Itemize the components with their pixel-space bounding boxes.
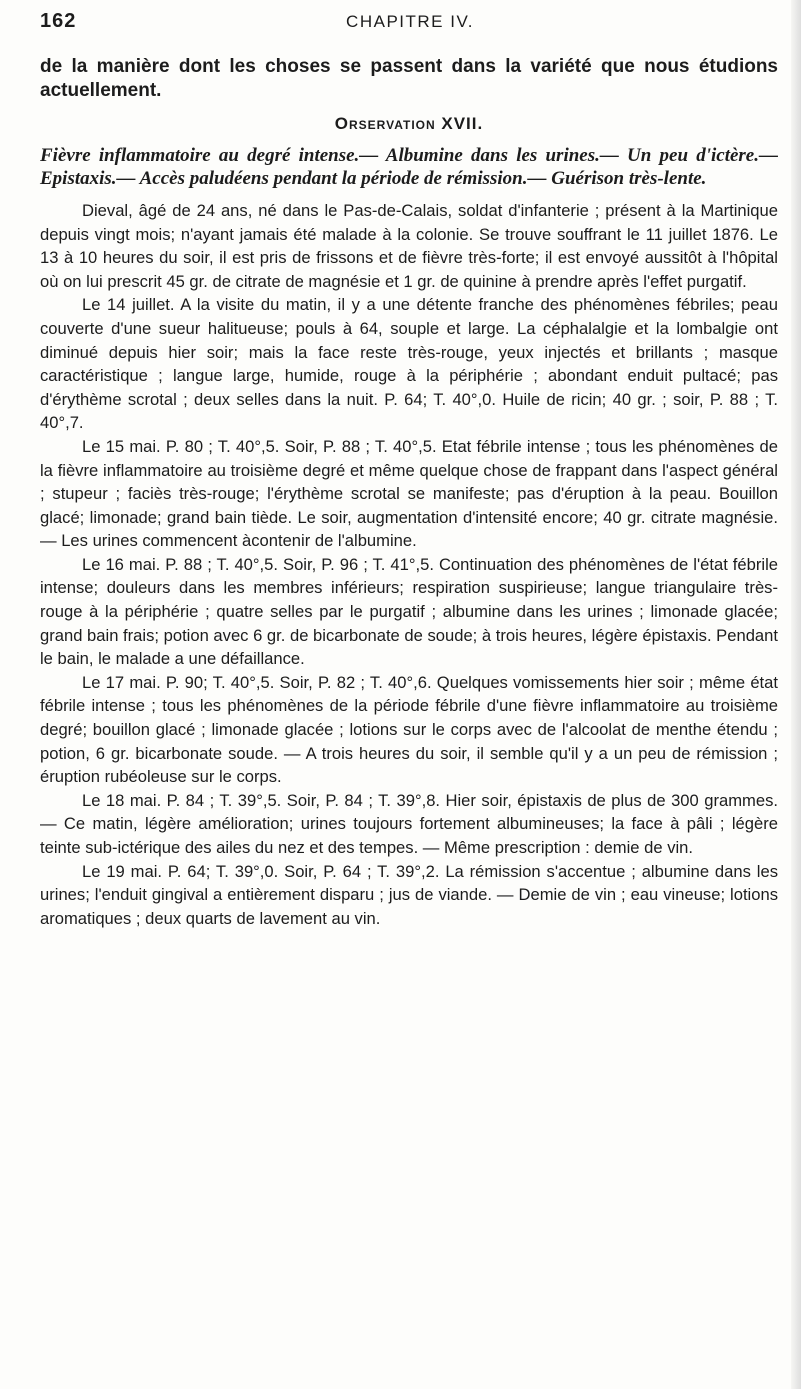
page-edge-shadow xyxy=(791,0,801,1389)
running-header xyxy=(40,10,780,40)
observation-title: Orservation XVII. xyxy=(334,114,484,134)
page-number: 162 xyxy=(40,10,77,32)
chapter-heading: CHAPITRE IV. xyxy=(346,12,474,31)
paragraph-day-14: Le 14 juillet. A la visite du matin, il y a une détente franche des phénomènes fébriles; peau couverte d'une sueur halitueuse; pouls à 64, souple et large. La céphalalgie et la lombalgie ont diminué depuis hier soir; mais la face reste très-rouge, yeux injectés et brillants ; masque caractéristique ; langue large, humide, rouge à la périphérie ; abondant enduit pultacé; pas d'érythème scrotal ; deux selles dans la nuit. P. 64; T. 40°,0. Huile de ricin; 40 gr. ; soir, P. 88 ; T. 40°,7. xyxy=(40,295,778,433)
page-body xyxy=(40,55,778,930)
paragraph-day-19: Le 19 mai. P. 64; T. 39°,0. Soir, P. 64 ; T. 39°,2. La rémission s'accentue ; albumine dans les urines; l'enduit gingival a entièrement disparu ; jus de viande. — Demie de vin ; eau vineuse; lotions aromatiques ; deux quarts de lavement au vin. xyxy=(40,861,778,928)
continued-paragraph: de la manière dont les choses se passent dans la variété que nous étudions actuellement. xyxy=(40,56,778,101)
paragraph-admission: Dieval, âgé de 24 ans, né dans le Pas-de-Calais, soldat d'infanterie ; présent à la Martinique depuis vingt mois; n'ayant jamais été malade à la colonie. Se trouve souffrant le 11 juillet 1876. Le 13 à 10 heures du soir, il est pris de frissons et de fièvre très-forte; il est envoyé aussitôt à l'hôpital où on lui prescrit 45 gr. de citrate de magnésie et 1 gr. de quinine à prendre après l'effet purgatif. xyxy=(40,200,778,291)
paragraph-day-17: Le 17 mai. P. 90; T. 40°,5. Soir, P. 82 ; T. 40°,6. Quelques vomissements hier soir ; même état fébrile intense ; tous les phénomènes de la période fébrile d'une fièvre inflammatoire au troisième degré; bouillon glacé ; limonade glacée ; lotions sur le corps avec de l'alcoolat de menthe étendu ; potion, 6 gr. bicarbonate soude. — A trois heures du soir, il semble qu'il y a un peu de rémission ; éruption rubéoleuse sur le corps. xyxy=(40,672,778,787)
paragraph-day-16: Le 16 mai. P. 88 ; T. 40°,5. Soir, P. 96 ; T. 41°,5. Continuation des phénomènes de l'état fébrile intense; douleurs dans les membres inférieurs; respiration suspirieuse; langue triangulaire très-rouge à la périphérie ; quatre selles par le purgatif ; albumine dans les urines ; limonade glacée; grand bain frais; potion avec 6 gr. de bicarbonate de soude; à trois heures, légère épistaxis. Pendant le bain, le malade a une défaillance. xyxy=(40,554,778,669)
paragraph-day-15: Le 15 mai. P. 80 ; T. 40°,5. Soir, P. 88 ; T. 40°,5. Etat fébrile intense ; tous les phénomènes de la fièvre inflammatoire au troisième degré et même quelque chose de frappant dans l'aspect général ; stupeur ; faciès très-rouge; l'érythème scrotal se manifeste; pas d'éruption à la peau. Bouillon glacé; limonade; grand bain tiède. Le soir, augmentation d'intensité encore; 40 gr. citrate magnésie.— Les urines commencent àcontenir de l'albumine. xyxy=(40,436,778,551)
paragraph-day-18: Le 18 mai. P. 84 ; T. 39°,5. Soir, P. 84 ; T. 39°,8. Hier soir, épistaxis de plus de 300 grammes. — Ce matin, légère amélioration; urines toujours fortement albumineuses; la face à pâli ; légère teinte sub-ictérique des ailes du nez et des tempes. — Même prescription : demie de vin. xyxy=(40,790,778,857)
observation-subtitle: Fièvre inflammatoire au degré intense.— Albumine dans les urines.— Un peu d'ictère.— Epistaxis.— Accès paludéens pendant la période de rémission.— Guérison très-lente. xyxy=(40,144,778,190)
